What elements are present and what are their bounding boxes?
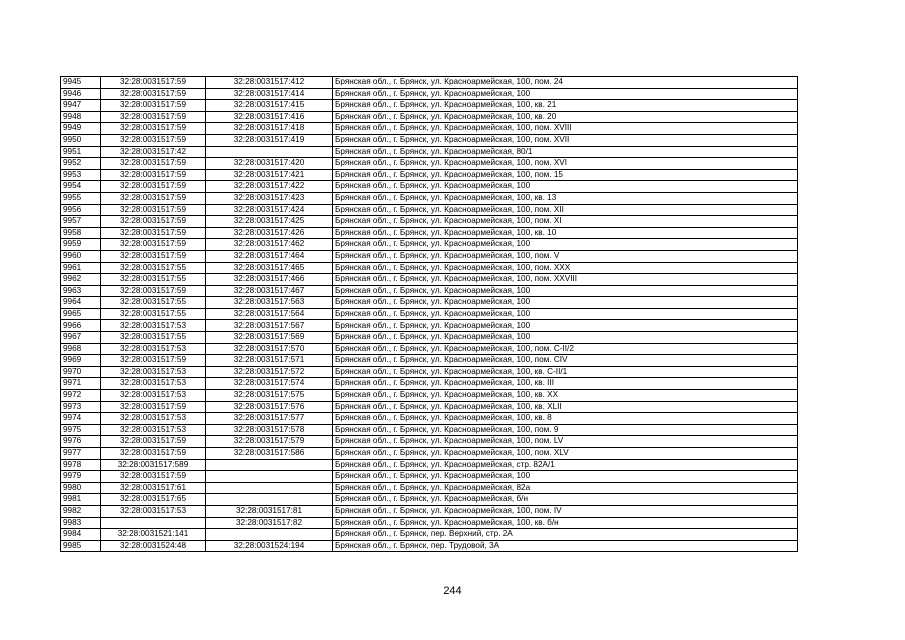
row-number-cell: 9952	[61, 158, 101, 170]
address-cell: Брянская обл., г. Брянск, ул. Красноармейская, 100, кв. 20	[333, 111, 798, 123]
cadastral-number-cell: 32:28:0031517:418	[206, 123, 333, 135]
row-number-cell: 9958	[61, 227, 101, 239]
row-number-cell: 9966	[61, 320, 101, 332]
parent-cadastral-number-cell: 32:28:0031517:53	[101, 320, 206, 332]
cadastral-number-cell	[206, 529, 333, 541]
address-cell: Брянская обл., г. Брянск, ул. Красноармейская, 80/1	[333, 146, 798, 158]
row-number-cell: 9949	[61, 123, 101, 135]
parent-cadastral-number-cell: 32:28:0031517:65	[101, 494, 206, 506]
table-row	[61, 343, 798, 355]
table-row	[61, 88, 798, 100]
cadastral-number-cell: 32:28:0031517:569	[206, 332, 333, 344]
table-row	[61, 158, 798, 170]
parent-cadastral-number-cell: 32:28:0031517:53	[101, 413, 206, 425]
address-cell: Брянская обл., г. Брянск, ул. Красноармейская, 100, кв. б/н	[333, 517, 798, 529]
parent-cadastral-number-cell: 32:28:0031517:59	[101, 204, 206, 216]
parent-cadastral-number-cell: 32:28:0031517:59	[101, 239, 206, 251]
table-row	[61, 204, 798, 216]
parent-cadastral-number-cell: 32:28:0031517:53	[101, 505, 206, 517]
address-cell: Брянская обл., г. Брянск, ул. Красноармейская, 100, пом. XVII	[333, 134, 798, 146]
cadastral-number-cell: 32:28:0031517:564	[206, 308, 333, 320]
cadastral-number-cell: 32:28:0031517:420	[206, 158, 333, 170]
parent-cadastral-number-cell: 32:28:0031517:59	[101, 158, 206, 170]
parent-cadastral-number-cell: 32:28:0031517:59	[101, 216, 206, 228]
cadastral-number-cell: 32:28:0031517:81	[206, 505, 333, 517]
table-row	[61, 100, 798, 112]
address-cell: Брянская обл., г. Брянск, ул. Красноармейская, 100	[333, 297, 798, 309]
table-row	[61, 250, 798, 262]
cadastral-number-cell	[206, 471, 333, 483]
address-cell: Брянская обл., г. Брянск, ул. Красноармейская, 100	[333, 285, 798, 297]
table-row	[61, 529, 798, 541]
row-number-cell: 9978	[61, 459, 101, 471]
cadastral-number-cell	[206, 482, 333, 494]
address-cell: Брянская обл., г. Брянск, ул. Красноармейская, 100, пом. XLV	[333, 448, 798, 460]
parent-cadastral-number-cell: 32:28:0031517:61	[101, 482, 206, 494]
parent-cadastral-number-cell: 32:28:0031517:55	[101, 274, 206, 286]
cadastral-number-cell: 32:28:0031517:414	[206, 88, 333, 100]
row-number-cell: 9972	[61, 390, 101, 402]
parent-cadastral-number-cell: 32:28:0031517:59	[101, 192, 206, 204]
table-row	[61, 540, 798, 552]
parent-cadastral-number-cell: 32:28:0031517:59	[101, 123, 206, 135]
parent-cadastral-number-cell: 32:28:0031517:59	[101, 134, 206, 146]
table-row	[61, 459, 798, 471]
row-number-cell: 9981	[61, 494, 101, 506]
cadastral-number-cell: 32:28:0031517:424	[206, 204, 333, 216]
parent-cadastral-number-cell: 32:28:0031517:59	[101, 169, 206, 181]
parent-cadastral-number-cell: 32:28:0031517:59	[101, 471, 206, 483]
parent-cadastral-number-cell: 32:28:0031517:59	[101, 77, 206, 89]
row-number-cell: 9968	[61, 343, 101, 355]
table-row	[61, 424, 798, 436]
address-cell: Брянская обл., г. Брянск, ул. Красноармейская, 100, кв. С-II/1	[333, 366, 798, 378]
cadastral-number-cell: 32:28:0031517:82	[206, 517, 333, 529]
table-row	[61, 146, 798, 158]
row-number-cell: 9977	[61, 448, 101, 460]
cadastral-number-cell: 32:28:0031517:579	[206, 436, 333, 448]
address-cell: Брянская обл., г. Брянск, ул. Красноармейская, 100, кв. XX	[333, 390, 798, 402]
row-number-cell: 9983	[61, 517, 101, 529]
table-row	[61, 378, 798, 390]
parent-cadastral-number-cell: 32:28:0031517:53	[101, 378, 206, 390]
address-cell: Брянская обл., г. Брянск, ул. Красноармейская, 100	[333, 471, 798, 483]
row-number-cell: 9964	[61, 297, 101, 309]
parent-cadastral-number-cell: 32:28:0031517:59	[101, 111, 206, 123]
cadastral-number-cell: 32:28:0031517:464	[206, 250, 333, 262]
address-cell: Брянская обл., г. Брянск, ул. Красноармейская, 100, пом. XVI	[333, 158, 798, 170]
table-row	[61, 285, 798, 297]
row-number-cell: 9947	[61, 100, 101, 112]
cadastral-number-cell: 32:28:0031524:194	[206, 540, 333, 552]
address-cell: Брянская обл., г. Брянск, ул. Красноармейская, 100, пом. XXVIII	[333, 274, 798, 286]
row-number-cell: 9970	[61, 366, 101, 378]
row-number-cell: 9957	[61, 216, 101, 228]
cadastral-number-cell: 32:28:0031517:425	[206, 216, 333, 228]
row-number-cell: 9971	[61, 378, 101, 390]
cadastral-number-cell: 32:28:0031517:575	[206, 390, 333, 402]
table-row	[61, 505, 798, 517]
parent-cadastral-number-cell: 32:28:0031517:59	[101, 88, 206, 100]
row-number-cell: 9950	[61, 134, 101, 146]
address-cell: Брянская обл., г. Брянск, ул. Красноармейская, 100, кв. 21	[333, 100, 798, 112]
row-number-cell: 9984	[61, 529, 101, 541]
page-number: 244	[443, 585, 462, 597]
table-row	[61, 216, 798, 228]
table-row	[61, 77, 798, 89]
address-cell: Брянская обл., г. Брянск, ул. Красноармейская, 100, кв. 8	[333, 413, 798, 425]
cadastral-number-cell: 32:28:0031517:586	[206, 448, 333, 460]
table-row	[61, 111, 798, 123]
address-cell: Брянская обл., г. Брянск, пер. Верхний, стр. 2А	[333, 529, 798, 541]
row-number-cell: 9953	[61, 169, 101, 181]
row-number-cell: 9946	[61, 88, 101, 100]
parent-cadastral-number-cell: 32:28:0031524:48	[101, 540, 206, 552]
address-cell: Брянская обл., г. Брянск, ул. Красноармейская, 100, пом. 24	[333, 77, 798, 89]
row-number-cell: 9954	[61, 181, 101, 193]
address-cell: Брянская обл., г. Брянск, ул. Красноармейская, 100	[333, 88, 798, 100]
row-number-cell: 9961	[61, 262, 101, 274]
row-number-cell: 9959	[61, 239, 101, 251]
row-number-cell: 9948	[61, 111, 101, 123]
table-row	[61, 134, 798, 146]
cadastral-number-cell: 32:28:0031517:423	[206, 192, 333, 204]
cadastral-number-cell: 32:28:0031517:462	[206, 239, 333, 251]
parent-cadastral-number-cell: 32:28:0031517:55	[101, 332, 206, 344]
parent-cadastral-number-cell: 32:28:0031517:59	[101, 401, 206, 413]
row-number-cell: 9979	[61, 471, 101, 483]
table-row	[61, 390, 798, 402]
row-number-cell: 9956	[61, 204, 101, 216]
parent-cadastral-number-cell: 32:28:0031517:55	[101, 308, 206, 320]
parent-cadastral-number-cell: 32:28:0031517:589	[101, 459, 206, 471]
address-cell: Брянская обл., г. Брянск, ул. Красноармейская, 100, пом. 15	[333, 169, 798, 181]
row-number-cell: 9985	[61, 540, 101, 552]
table-row	[61, 181, 798, 193]
cadastral-number-cell	[206, 459, 333, 471]
row-number-cell: 9967	[61, 332, 101, 344]
parent-cadastral-number-cell: 32:28:0031517:59	[101, 355, 206, 367]
row-number-cell: 9982	[61, 505, 101, 517]
address-cell: Брянская обл., г. Брянск, ул. Красноармейская, б/н	[333, 494, 798, 506]
cadastral-registry-table	[60, 76, 798, 552]
cadastral-number-cell: 32:28:0031517:419	[206, 134, 333, 146]
table-row	[61, 448, 798, 460]
parent-cadastral-number-cell: 32:28:0031517:42	[101, 146, 206, 158]
address-cell: Брянская обл., г. Брянск, ул. Красноармейская, 100	[333, 308, 798, 320]
table-row	[61, 297, 798, 309]
address-cell: Брянская обл., г. Брянск, ул. Красноармейская, 100	[333, 332, 798, 344]
row-number-cell: 9962	[61, 274, 101, 286]
address-cell: Брянская обл., г. Брянск, ул. Красноармейская, 100, пом. XII	[333, 204, 798, 216]
parent-cadastral-number-cell: 32:28:0031517:59	[101, 250, 206, 262]
address-cell: Брянская обл., г. Брянск, ул. Красноармейская, 100, пом. XVIII	[333, 123, 798, 135]
parent-cadastral-number-cell: 32:28:0031517:59	[101, 285, 206, 297]
parent-cadastral-number-cell: 32:28:0031517:53	[101, 424, 206, 436]
row-number-cell: 9965	[61, 308, 101, 320]
cadastral-number-cell: 32:28:0031517:412	[206, 77, 333, 89]
row-number-cell: 9975	[61, 424, 101, 436]
address-cell: Брянская обл., г. Брянск, ул. Красноармейская, 100, пом. LV	[333, 436, 798, 448]
table-row	[61, 262, 798, 274]
parent-cadastral-number-cell: 32:28:0031517:53	[101, 390, 206, 402]
address-cell: Брянская обл., г. Брянск, ул. Красноармейская, 100, пом. IV	[333, 505, 798, 517]
cadastral-number-cell: 32:28:0031517:467	[206, 285, 333, 297]
cadastral-number-cell: 32:28:0031517:572	[206, 366, 333, 378]
address-cell: Брянская обл., г. Брянск, ул. Красноармейская, 100, пом. V	[333, 250, 798, 262]
address-cell: Брянская обл., г. Брянск, ул. Красноармейская, 100	[333, 239, 798, 251]
table-row	[61, 413, 798, 425]
cadastral-number-cell: 32:28:0031517:416	[206, 111, 333, 123]
cadastral-number-cell: 32:28:0031517:571	[206, 355, 333, 367]
address-cell: Брянская обл., г. Брянск, ул. Красноармейская, 82а	[333, 482, 798, 494]
cadastral-number-cell: 32:28:0031517:576	[206, 401, 333, 413]
row-number-cell: 9980	[61, 482, 101, 494]
cadastral-number-cell: 32:28:0031517:578	[206, 424, 333, 436]
table-row	[61, 494, 798, 506]
cadastral-number-cell: 32:28:0031517:466	[206, 274, 333, 286]
address-cell: Брянская обл., г. Брянск, ул. Красноармейская, 100, кв. III	[333, 378, 798, 390]
row-number-cell: 9945	[61, 77, 101, 89]
table-row	[61, 517, 798, 529]
table-row	[61, 227, 798, 239]
cadastral-number-cell: 32:28:0031517:574	[206, 378, 333, 390]
cadastral-number-cell: 32:28:0031517:415	[206, 100, 333, 112]
table-row	[61, 169, 798, 181]
cadastral-number-cell: 32:28:0031517:465	[206, 262, 333, 274]
registry-table-body	[61, 77, 798, 552]
cadastral-number-cell: 32:28:0031517:563	[206, 297, 333, 309]
table-row	[61, 401, 798, 413]
row-number-cell: 9963	[61, 285, 101, 297]
table-row	[61, 320, 798, 332]
address-cell: Брянская обл., г. Брянск, ул. Красноармейская, 100, пом. XXX	[333, 262, 798, 274]
row-number-cell: 9974	[61, 413, 101, 425]
row-number-cell: 9951	[61, 146, 101, 158]
cadastral-number-cell: 32:28:0031517:567	[206, 320, 333, 332]
table-row	[61, 471, 798, 483]
table-row	[61, 332, 798, 344]
parent-cadastral-number-cell: 32:28:0031521:141	[101, 529, 206, 541]
parent-cadastral-number-cell: 32:28:0031517:55	[101, 262, 206, 274]
address-cell: Брянская обл., г. Брянск, пер. Трудовой, 3А	[333, 540, 798, 552]
parent-cadastral-number-cell: 32:28:0031517:59	[101, 100, 206, 112]
table-row	[61, 123, 798, 135]
table-row	[61, 436, 798, 448]
cadastral-number-cell: 32:28:0031517:577	[206, 413, 333, 425]
table-row	[61, 308, 798, 320]
table-row	[61, 366, 798, 378]
address-cell: Брянская обл., г. Брянск, ул. Красноармейская, стр. 82А/1	[333, 459, 798, 471]
address-cell: Брянская обл., г. Брянск, ул. Красноармейская, 100, пом. С-II/2	[333, 343, 798, 355]
row-number-cell: 9969	[61, 355, 101, 367]
cadastral-number-cell: 32:28:0031517:570	[206, 343, 333, 355]
cadastral-number-cell	[206, 494, 333, 506]
table-row	[61, 192, 798, 204]
address-cell: Брянская обл., г. Брянск, ул. Красноармейская, 100, кв. XLII	[333, 401, 798, 413]
cadastral-number-cell: 32:28:0031517:422	[206, 181, 333, 193]
address-cell: Брянская обл., г. Брянск, ул. Красноармейская, 100	[333, 181, 798, 193]
table-row	[61, 274, 798, 286]
parent-cadastral-number-cell: 32:28:0031517:59	[101, 448, 206, 460]
address-cell: Брянская обл., г. Брянск, ул. Красноармейская, 100	[333, 320, 798, 332]
cadastral-number-cell: 32:28:0031517:421	[206, 169, 333, 181]
row-number-cell: 9955	[61, 192, 101, 204]
cadastral-number-cell	[206, 146, 333, 158]
parent-cadastral-number-cell: 32:28:0031517:59	[101, 181, 206, 193]
address-cell: Брянская обл., г. Брянск, ул. Красноармейская, 100, пом. CIV	[333, 355, 798, 367]
parent-cadastral-number-cell: 32:28:0031517:53	[101, 343, 206, 355]
parent-cadastral-number-cell	[101, 517, 206, 529]
address-cell: Брянская обл., г. Брянск, ул. Красноармейская, 100, пом. 9	[333, 424, 798, 436]
cadastral-number-cell: 32:28:0031517:426	[206, 227, 333, 239]
address-cell: Брянская обл., г. Брянск, ул. Красноармейская, 100, кв. 10	[333, 227, 798, 239]
address-cell: Брянская обл., г. Брянск, ул. Красноармейская, 100, пом. XI	[333, 216, 798, 228]
table-row	[61, 482, 798, 494]
table-row	[61, 239, 798, 251]
parent-cadastral-number-cell: 32:28:0031517:53	[101, 366, 206, 378]
parent-cadastral-number-cell: 32:28:0031517:59	[101, 227, 206, 239]
table-row	[61, 355, 798, 367]
address-cell: Брянская обл., г. Брянск, ул. Красноармейская, 100, кв. 13	[333, 192, 798, 204]
parent-cadastral-number-cell: 32:28:0031517:59	[101, 436, 206, 448]
row-number-cell: 9960	[61, 250, 101, 262]
parent-cadastral-number-cell: 32:28:0031517:55	[101, 297, 206, 309]
row-number-cell: 9976	[61, 436, 101, 448]
row-number-cell: 9973	[61, 401, 101, 413]
